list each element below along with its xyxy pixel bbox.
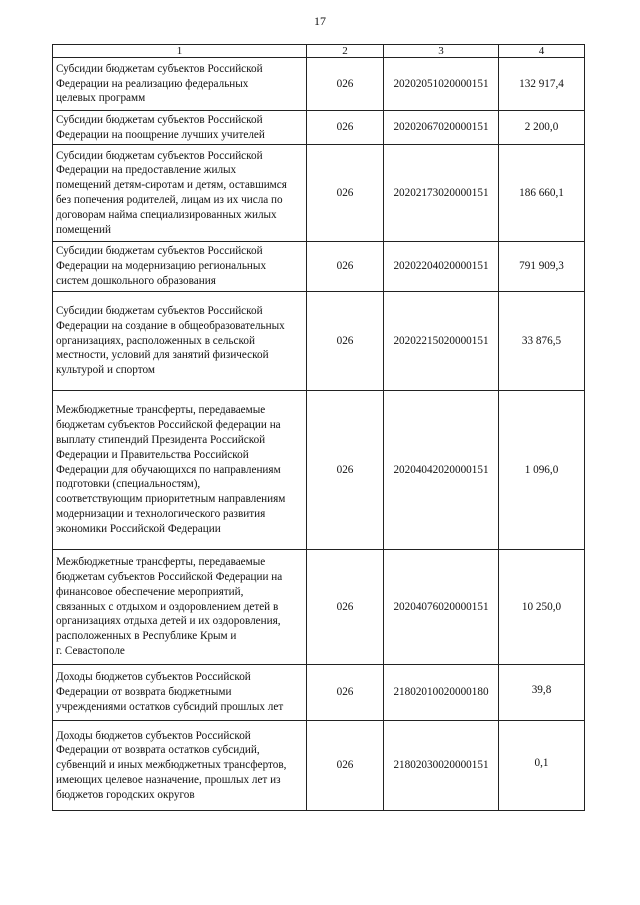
row-admin-code: 026 (307, 145, 384, 242)
column-header-2: 2 (307, 45, 384, 58)
row-budget-classification-code: 20202067020000151 (384, 111, 499, 145)
amount-value: 33 876,5 (521, 334, 562, 347)
table-row (53, 391, 585, 550)
amount-value: 132 917,4 (519, 77, 564, 90)
row-budget-classification-code: 20204042020000151 (384, 391, 499, 550)
description-line: Субсидии бюджетам субъектов Российской (56, 149, 263, 162)
description-line: учреждениями остатков субсидий прошлых лет (56, 700, 284, 713)
table-row (53, 550, 585, 665)
row-amount (499, 242, 585, 292)
row-admin-code: 026 (307, 58, 384, 111)
description-line: Федерации для обучающихся по направлениям (56, 463, 281, 476)
description-line: модернизации и технологического развития (56, 507, 266, 520)
description-line: организациях, расположенных в сельской (56, 334, 255, 347)
description-line: местности, условий для занятий физической (56, 349, 269, 362)
description-line: Субсидии бюджетам субъектов Российской (56, 305, 263, 317)
description-line: организациях отдыха детей и их оздоровления, (56, 615, 281, 628)
row-amount (499, 665, 585, 721)
amount-value: 10 250,0 (521, 600, 562, 613)
row-description (53, 665, 307, 721)
row-amount (499, 721, 585, 811)
table-row (53, 145, 585, 242)
row-amount (499, 550, 585, 665)
row-budget-classification-code: 20202204020000151 (384, 242, 499, 292)
row-amount (499, 145, 585, 242)
description-line: Федерации от возврата остатков субсидий, (56, 744, 260, 757)
description-line: бюджетов городских округов (56, 788, 195, 801)
row-amount (499, 58, 585, 111)
description-line: без попечения родителей, лицам из их числа по (56, 194, 283, 206)
column-header-3: 3 (384, 45, 499, 58)
table-body (53, 58, 585, 811)
description-line: целевых программ (56, 92, 146, 105)
description-line: Федерации на предоставление жилых (56, 164, 237, 177)
description-line: выплату стипендий Президента Российской (56, 434, 266, 446)
description-line: Субсидии бюджетам субъектов Российской (56, 113, 263, 126)
row-amount (499, 292, 585, 391)
description-line: договорам найма специализированных жилых (56, 208, 277, 221)
amount-value: 0,1 (534, 757, 549, 770)
row-description (53, 292, 307, 391)
description-line: Федерации и Правительства Российской (56, 448, 249, 461)
row-budget-classification-code: 20202051020000151 (384, 58, 499, 111)
description-line: расположенных в Республике Крым и (56, 630, 237, 643)
description-line: помещений детям-сиротам и детям, оставшимся (56, 179, 287, 192)
table-row (53, 58, 585, 111)
row-admin-code: 026 (307, 292, 384, 391)
amount-value: 791 909,3 (519, 260, 564, 273)
row-description (53, 391, 307, 550)
row-description (53, 145, 307, 242)
description-line: субвенций и иных межбюджетных трансфертов, (56, 759, 287, 772)
budget-revenue-table (52, 44, 585, 811)
table-row (53, 292, 585, 391)
description-line: Доходы бюджетов субъектов Российской (56, 671, 251, 684)
description-line: Федерации на модернизацию региональных (56, 260, 267, 273)
description-line: бюджетам субъектов Российской Федерации на (56, 571, 283, 583)
row-description (53, 111, 307, 145)
row-amount (499, 111, 585, 145)
amount-value: 2 200,0 (524, 121, 559, 134)
row-admin-code: 026 (307, 665, 384, 721)
description-line: финансовое обеспечение мероприятий, (56, 585, 244, 598)
description-line: г. Севастополе (56, 644, 125, 657)
description-line: систем дошкольного образования (56, 274, 216, 287)
row-admin-code: 026 (307, 391, 384, 550)
row-description (53, 721, 307, 811)
row-admin-code: 026 (307, 550, 384, 665)
description-line: помещений (56, 223, 111, 236)
table-row (53, 242, 585, 292)
row-admin-code: 026 (307, 111, 384, 145)
table-row (53, 111, 585, 145)
description-line: Межбюджетные трансферты, передаваемые (56, 556, 266, 569)
description-line: связанных с отдыхом и оздоровлением детей в (56, 600, 279, 613)
description-line: Федерации на поощрение лучших учителей (56, 128, 265, 141)
row-amount (499, 391, 585, 550)
column-header-4: 4 (499, 45, 585, 58)
amount-value: 39,8 (531, 684, 552, 697)
description-line: соответствующим приоритетным направлениям (56, 493, 286, 506)
page-number: 17 (314, 14, 326, 28)
description-line: Федерации на создание в общеобразовательных (56, 319, 285, 332)
description-line: подготовки (специальностям), (56, 478, 201, 491)
description-line: Федерации на реализацию федеральных (56, 77, 249, 90)
description-line: Федерации от возврата бюджетными (56, 686, 232, 699)
column-header-1: 1 (53, 45, 307, 58)
description-line: Субсидии бюджетам субъектов Российской (56, 62, 263, 75)
amount-value: 1 096,0 (524, 463, 559, 476)
row-budget-classification-code: 20202215020000151 (384, 292, 499, 391)
row-budget-classification-code: 21802010020000180 (384, 665, 499, 721)
row-admin-code: 026 (307, 242, 384, 292)
table-header-row (53, 45, 585, 58)
description-line: экономики Российской Федерации (56, 522, 221, 535)
row-budget-classification-code: 20204076020000151 (384, 550, 499, 665)
row-description (53, 58, 307, 111)
description-line: имеющих целевое назначение, прошлых лет из (56, 773, 281, 786)
table-row (53, 721, 585, 811)
description-line: бюджетам субъектов Российской федерации на (56, 419, 281, 432)
description-line: Доходы бюджетов субъектов Российской (56, 729, 251, 742)
description-line: Субсидии бюджетам субъектов Российской (56, 245, 263, 258)
row-description (53, 242, 307, 292)
row-description (53, 550, 307, 665)
amount-value: 186 660,1 (519, 186, 564, 199)
row-admin-code: 026 (307, 721, 384, 811)
description-line: Межбюджетные трансферты, передаваемые (56, 404, 266, 417)
row-budget-classification-code: 21802030020000151 (384, 721, 499, 811)
table-row (53, 665, 585, 721)
description-line: культурой и спортом (56, 364, 155, 377)
row-budget-classification-code: 20202173020000151 (384, 145, 499, 242)
